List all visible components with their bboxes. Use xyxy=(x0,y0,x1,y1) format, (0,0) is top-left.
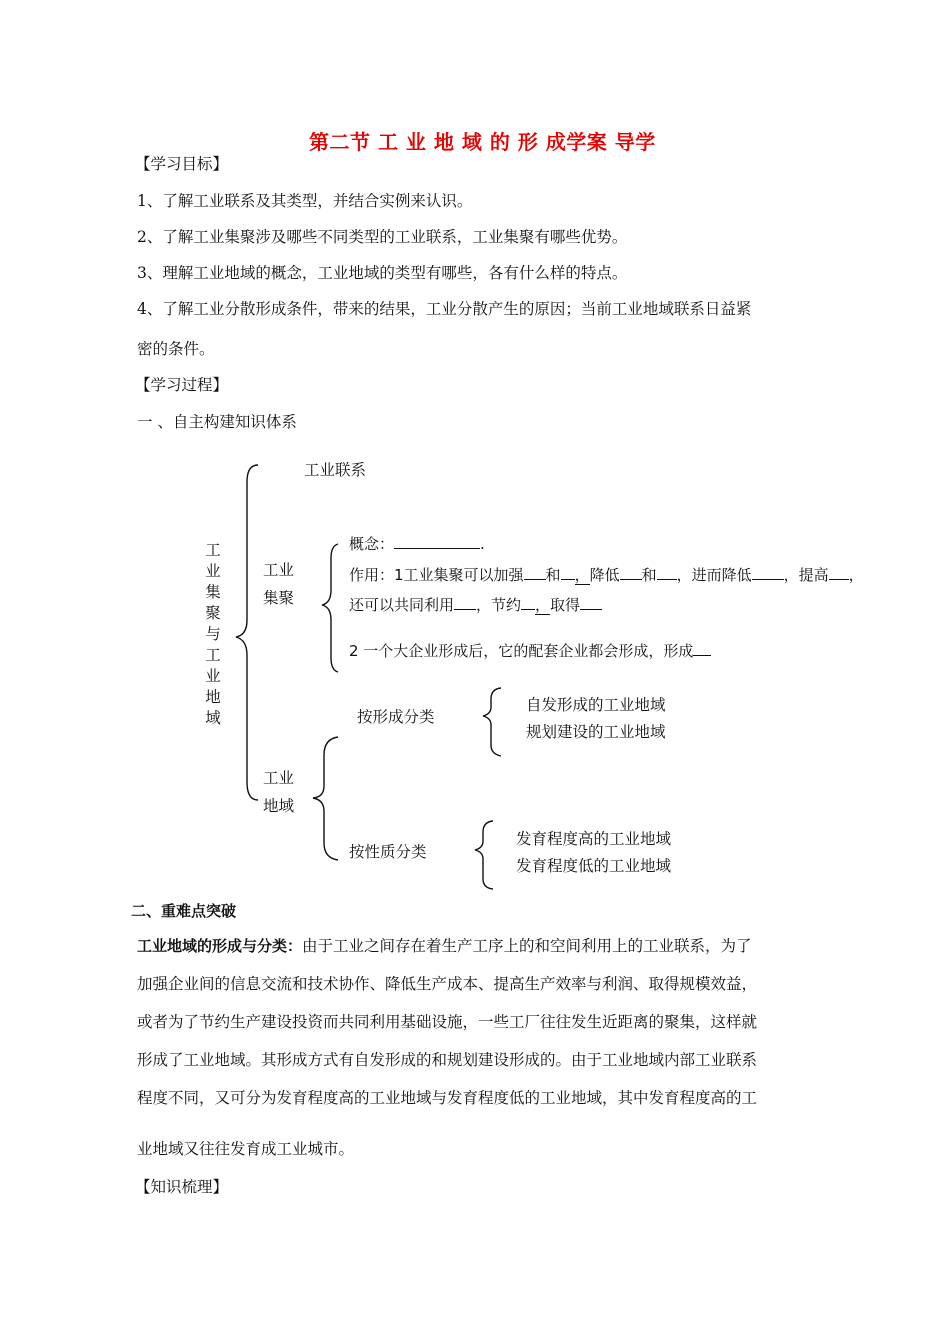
section2-heading: 二、重难点突破 xyxy=(131,902,237,920)
diagram-root-label: 工业集聚与工业地域 xyxy=(205,541,221,727)
effect-text-c: ， xyxy=(574,566,590,584)
aggregation-brace xyxy=(322,544,338,672)
section2-paragraph-line-6: 业地域又往往发育成工业城市。 xyxy=(137,1140,355,1158)
effect-text-h: ， xyxy=(848,566,864,584)
section2-paragraph-line-4: 形成了工业地域。其形成方式有自发形成的和规划建设形成的。由于工业地域内部工业联系 xyxy=(137,1051,758,1069)
effect-text-b: 和 xyxy=(545,566,561,584)
main-brace xyxy=(236,465,258,800)
industrial-linkage-label: 工业联系 xyxy=(304,461,367,479)
region-label-2: 地域 xyxy=(263,797,295,815)
chain-line xyxy=(349,640,711,661)
effect-text-f: ，进而降低 xyxy=(676,566,752,584)
effect2-text-b: ，节约 xyxy=(476,596,522,614)
by-formation-label: 按形成分类 xyxy=(357,708,435,726)
effect-blank-3[interactable] xyxy=(620,565,642,580)
effect2-blank-3[interactable] xyxy=(580,595,602,610)
aggregation-label-1: 工业 xyxy=(263,561,295,579)
knowledge-heading: 【知识梳理】 xyxy=(135,1178,229,1196)
effect-text-e: 和 xyxy=(641,566,657,584)
effect-blank-5[interactable] xyxy=(752,565,784,580)
section2-line-1-text: 由于工业之间存在着生产工序上的和空间利用上的工业联系，为了 xyxy=(302,937,752,955)
concept-line xyxy=(349,533,485,554)
chain-blank[interactable] xyxy=(693,641,711,656)
effect2-blank-1[interactable] xyxy=(454,595,476,610)
page-title: 第二节 工 业 地 域 的 形 成学案 导学 xyxy=(309,130,656,154)
effect2-text-a: 还可以共同利用 xyxy=(349,596,455,614)
concept-label: 概念： xyxy=(349,535,395,553)
effect-text-a: 作用：1工业集聚可以加强 xyxy=(349,566,524,584)
effect2-blank-2[interactable] xyxy=(521,595,535,610)
effect-line-1 xyxy=(349,564,864,585)
effect-text-g: ，提高 xyxy=(783,566,829,584)
chain-text: 2 一个大企业形成后，它的配套企业都会形成，形成 xyxy=(349,642,694,660)
effect-blank-6[interactable] xyxy=(829,565,849,580)
region-label-1: 工业 xyxy=(263,769,295,787)
nature-brace xyxy=(475,821,493,889)
effect-text-d: 降低 xyxy=(589,566,620,584)
objective-item-4-cont: 密的条件。 xyxy=(137,340,215,358)
objectives-heading: 【学习目标】 xyxy=(135,155,229,173)
process-heading: 【学习过程】 xyxy=(135,376,229,394)
by-nature-label: 按性质分类 xyxy=(349,843,427,861)
section2-paragraph-line-3: 或者为了节约生产建设投资而共同利用基础设施，一些工厂往往发生近距离的聚集，这样就 xyxy=(137,1013,758,1031)
section2-paragraph-line-5: 程度不同，又可分为发育程度高的工业地域与发育程度低的工业地域，其中发育程度高的工 xyxy=(137,1089,758,1107)
formation-item-1: 自发形成的工业地域 xyxy=(526,696,666,714)
aggregation-label-2: 集聚 xyxy=(263,589,295,607)
region-brace xyxy=(313,737,338,860)
objective-item-3: 3、理解工业地域的概念，工业地域的类型有哪些，各有什么样的特点。 xyxy=(137,264,628,282)
nature-item-2: 发育程度低的工业地域 xyxy=(516,857,672,875)
effect2-text-c: ， xyxy=(535,596,551,614)
section2-paragraph-line-1 xyxy=(137,934,752,956)
effect-blank-2[interactable] xyxy=(561,565,575,580)
objective-item-1: 1、了解工业联系及其类型，并结合实例来认识。 xyxy=(137,192,473,210)
formation-brace xyxy=(483,688,501,756)
section2-paragraph-line-2: 加强企业间的信息交流和技术协作、降低生产成本、提高生产效率与利润、取得规模效益， xyxy=(137,975,758,993)
effect-blank-1[interactable] xyxy=(524,565,546,580)
section1-heading: 一 、自主构建知识体系 xyxy=(137,413,297,431)
objective-item-4: 4、了解工业分散形成条件，带来的结果，工业分散产生的原因；当前工业地域联系日益紧 xyxy=(137,300,752,318)
concept-end: . xyxy=(480,535,485,553)
concept-blank[interactable] xyxy=(394,534,480,549)
effect-blank-4[interactable] xyxy=(657,565,677,580)
effect2-text-d: 取得 xyxy=(550,596,581,614)
section2-lead: 工业地域的形成与分类： xyxy=(137,937,303,955)
formation-item-2: 规划建设的工业地域 xyxy=(526,723,666,741)
nature-item-1: 发育程度高的工业地域 xyxy=(516,830,672,848)
objective-item-2: 2、了解工业集聚涉及哪些不同类型的工业联系，工业集聚有哪些优势。 xyxy=(137,228,628,246)
effect-line-2 xyxy=(349,594,602,615)
